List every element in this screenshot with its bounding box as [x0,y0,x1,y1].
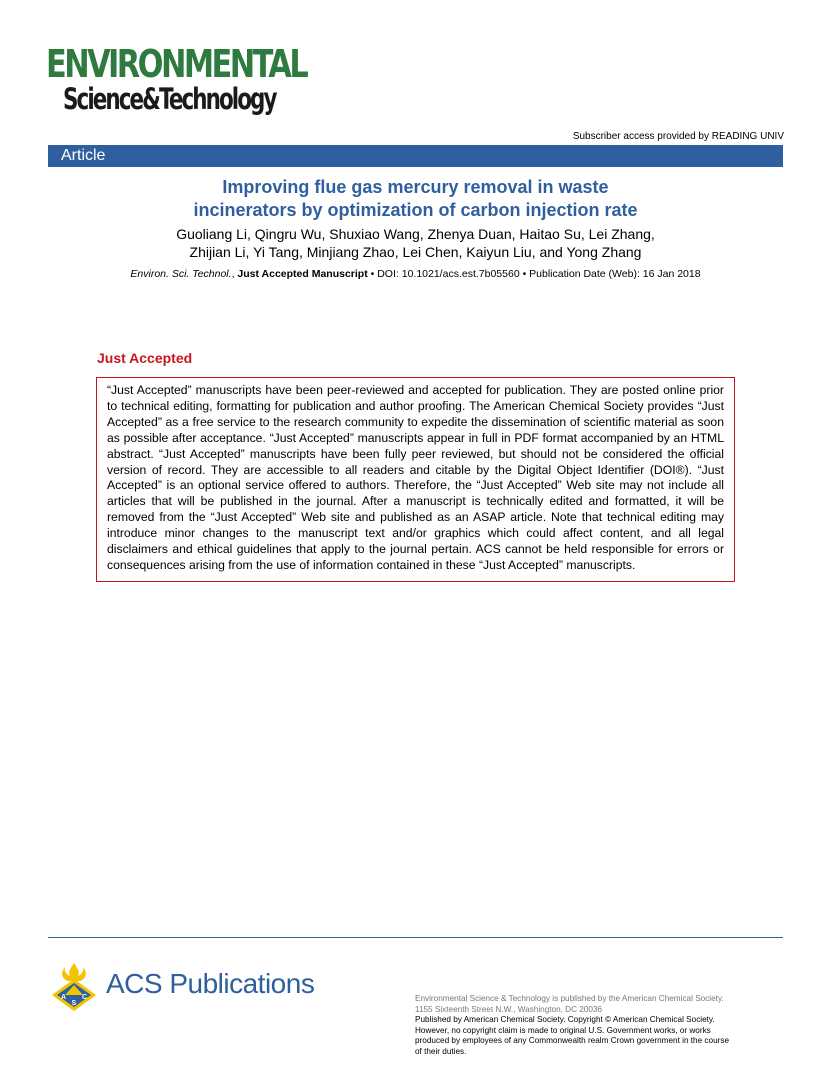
citation-manuscript-status: Just Accepted Manuscript [237,268,368,280]
journal-logo-line1: ENVIRONMENTAL [46,42,307,86]
copyright-line: of their duties. [415,1046,467,1056]
article-title [48,176,783,222]
acs-publications-wordmark: ACS Publications [106,968,315,999]
citation-doi-date: • DOI: 10.1021/acs.est.7b05560 • Publication Date (Web): 16 Jan 2018 [367,268,701,280]
copyright-line: However, no copyright claim is made to original U.S. Government works, or works [415,1025,711,1035]
citation-line [48,268,783,280]
copyright-line: produced by employees of any Commonwealth realm Crown government in the course [415,1036,730,1045]
citation-separator: , [231,268,238,280]
title-line: incinerators by optimization of carbon injection rate [193,200,638,220]
journal-logo [46,42,307,119]
acs-emblem-letter: A [61,994,67,1001]
acs-emblem-letter: C [82,994,88,1001]
section-bar [48,145,783,167]
subscriber-access-note: Subscriber access provided by READING UNIV [572,131,784,142]
title-line: Improving flue gas mercury removal in waste [222,177,609,197]
acs-emblem-icon [48,961,100,1011]
just-accepted-heading: Just Accepted [97,350,193,366]
publisher-line: Environmental Science & Technology is published by the American Chemical Society. [415,994,724,1003]
copyright-line: Published by American Chemical Society. Copyright © American Chemical Society. [415,1015,715,1024]
journal-logo-line2: Science&Technology [63,82,276,116]
acs-emblem-letter: S [71,1000,77,1007]
footer-divider [48,937,783,938]
publisher-line: 1155 Sixteenth Street N.W., Washington, DC 20036 [415,1004,603,1014]
acs-publications-logo [48,961,315,1011]
publisher-note [415,994,785,1057]
author-line: Zhijian Li, Yi Tang, Minjiang Zhao, Lei Chen, Kaiyun Liu, and Yong Zhang [189,244,642,260]
author-list [48,225,783,261]
section-label: Article [61,147,106,164]
citation-journal: Environ. Sci. Technol. [130,268,232,280]
author-line: Guoliang Li, Qingru Wu, Shuxiao Wang, Zhenya Duan, Haitao Su, Lei Zhang, [176,226,655,242]
just-accepted-notice: “Just Accepted” manuscripts have been peer-reviewed and accepted for publication. They are posted online prior to technical editing, formatting for publication and author proofing. The American Chemical Society provides “Just Accepted” as a free service to the research community to expedite the dissemination of scientific material as soon as possible after acceptance. “Just Accepted” manuscripts appear in full in PDF format accompanied by an HTML abstract. “Just Accepted” manuscripts have been fully peer reviewed, but should not be considered the official version of record. They are accessible to all readers and citable by the Digital Object Identifier (DOI®). “Just Accepted” is an optional service offered to authors. Therefore, the “Just Accepted” Web site may not include all articles that will be published in the journal. After a manuscript is technically edited and formatted, it will be removed from the “Just Accepted” Web site and published as an ASAP article. Note that technical editing may introduce minor changes to the manuscript text and/or graphics which could affect content, and all legal disclaimers and ethical guidelines that apply to the journal pertain. ACS cannot be held responsible for errors or consequences arising from the use of information contained in these “Just Accepted” manuscripts. [96,377,735,582]
